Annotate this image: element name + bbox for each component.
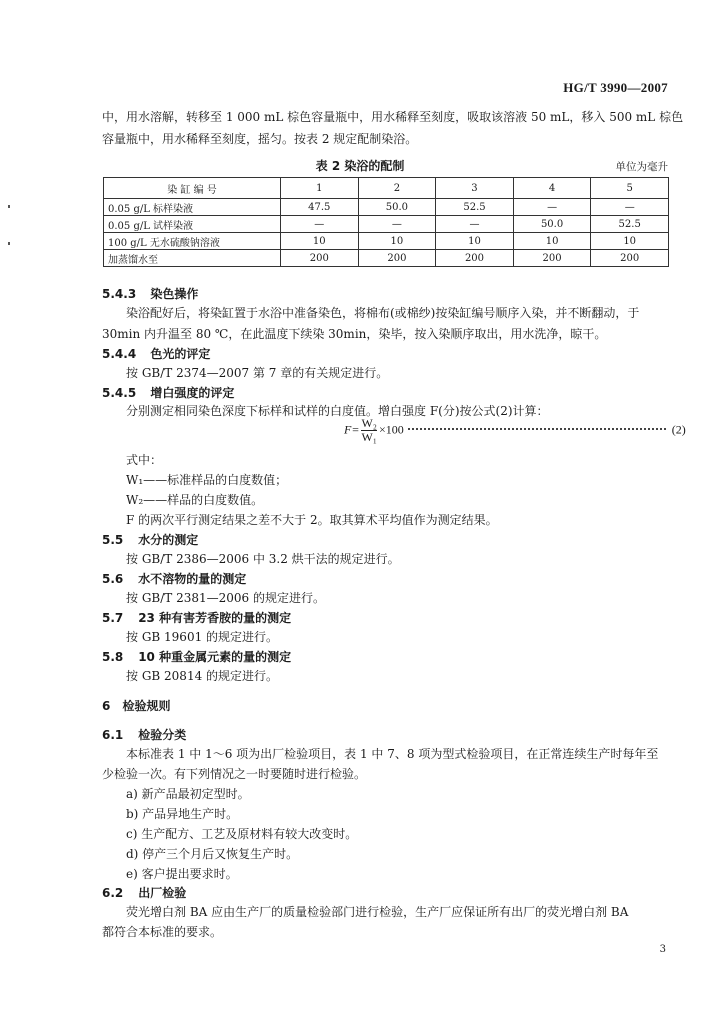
table-header-cell: 5 <box>591 178 669 199</box>
table-cell: 50.0 <box>513 216 591 233</box>
body-line: 染浴配好后，将染缸置于水浴中准备染色，将棉布(或棉纱)按染缸编号顺序入染，并不断翻动，于 <box>126 306 640 320</box>
body-line: 少检验一次。有下列情况之一时要随时进行检验。 <box>102 767 367 781</box>
section-number: 5.4.5 <box>102 386 137 400</box>
table-cell: 0.05 g/L 试样染液 <box>104 216 281 233</box>
table-cell: — <box>591 199 669 216</box>
section-number: 6.1 <box>102 728 124 742</box>
body-line: 按 GB/T 2381—2006 的规定进行。 <box>126 591 325 605</box>
table-cell: 100 g/L 无水硫酸钠溶液 <box>104 233 281 250</box>
body-line: 按 GB 20814 的规定进行。 <box>126 669 279 683</box>
list-item: b) 产品异地生产时。 <box>126 807 239 821</box>
standard-code: HG/T 3990—2007 <box>563 80 668 95</box>
body-line: 本标准表 1 中 1～6 项为出厂检验项目，表 1 中 7、8 项为型式检验项目，在正常连续生产时每年至 <box>126 747 659 761</box>
section-title: 23 种有害芳香胺的量的测定 <box>138 611 292 625</box>
table-header-cell: 染 缸 编 号 <box>104 178 281 199</box>
section-title: 水不溶物的量的测定 <box>138 572 247 586</box>
section-title: 检验分类 <box>138 728 187 742</box>
table-header-row <box>104 178 669 199</box>
list-item: e) 客户提出要求时。 <box>126 867 238 881</box>
table-cell: 10 <box>513 233 591 250</box>
section-title: 水分的测定 <box>138 533 199 547</box>
table-cell: — <box>281 216 359 233</box>
section-number: 5.4.3 <box>102 287 137 301</box>
body-line: F 的两次平行测定结果之差不大于 2。取其算术平均值作为测定结果。 <box>126 513 498 527</box>
table-cell: — <box>436 216 514 233</box>
section-title: 染色操作 <box>150 287 199 301</box>
scan-mark <box>8 205 10 208</box>
section-heading-6-2 <box>102 884 186 901</box>
section-number: 5.7 <box>102 611 124 625</box>
table-cell: 加蒸馏水至 <box>104 250 281 267</box>
body-line: 按 GB 19601 的规定进行。 <box>126 630 279 644</box>
table-row <box>104 199 669 216</box>
table-cell: 50.0 <box>358 199 436 216</box>
table-cell: 10 <box>591 233 669 250</box>
table-cell: 0.05 g/L 标样染液 <box>104 199 281 216</box>
whiteness-formula <box>344 417 686 444</box>
section-title: 出厂检验 <box>138 886 187 900</box>
section-number: 5.8 <box>102 650 124 664</box>
section-title: 10 种重金属元素的量的测定 <box>138 650 292 664</box>
table-cell: 10 <box>281 233 359 250</box>
formula-denominator: W₁ <box>361 430 377 444</box>
leader-dots <box>408 428 666 430</box>
section-number: 5.5 <box>102 533 124 547</box>
formula-rhs: ×100 <box>378 422 404 437</box>
table-cell: — <box>358 216 436 233</box>
scan-mark <box>8 242 10 245</box>
body-line: 30min 内升温至 80 ℃，在此温度下续染 30min，染毕，按入染顺序取出，用水洗净，晾干。 <box>102 327 607 341</box>
table-unit: 单位为毫升 <box>615 161 668 173</box>
formula-number: (2) <box>671 422 686 437</box>
table-header-cell: 4 <box>513 178 591 199</box>
section-title: 色光的评定 <box>150 347 211 361</box>
body-line: 按 GB/T 2374—2007 第 7 章的有关规定进行。 <box>126 366 389 380</box>
formula-fraction <box>361 417 377 444</box>
table-cell: 10 <box>436 233 514 250</box>
dye-bath-table <box>103 177 669 267</box>
body-line: 分别测定相同染色深度下标样和试样的白度值。增白强度 F(分)按公式(2)计算： <box>126 404 549 418</box>
body-line: 荧光增白剂 BA 应由生产厂的质量检验部门进行检验，生产厂应保证所有出厂的荧光增白剂 BA <box>126 905 629 919</box>
section-heading-5-6 <box>102 570 246 587</box>
table-cell: 47.5 <box>281 199 359 216</box>
table-cell: 200 <box>513 250 591 267</box>
table-cell: 200 <box>281 250 359 267</box>
formula-numerator: W₂ <box>361 416 377 430</box>
table-caption: 表 2 染浴的配制 <box>315 159 405 173</box>
table-cell: 200 <box>358 250 436 267</box>
intro-line-2: 容量瓶中，用水稀释至刻度，摇匀。按表 2 规定配制染浴。 <box>102 132 418 146</box>
page-number: 3 <box>659 944 666 955</box>
where-label: 式中： <box>126 453 163 467</box>
table-cell: 52.5 <box>591 216 669 233</box>
section-number: 5.4.4 <box>102 347 137 361</box>
section-number: 6.2 <box>102 886 124 900</box>
table-header-cell: 2 <box>358 178 436 199</box>
section-heading-6-1 <box>102 726 186 743</box>
table-header-cell: 1 <box>281 178 359 199</box>
section-heading-5-5 <box>102 531 198 548</box>
table-row <box>104 250 669 267</box>
intro-line-1: 中，用水溶解，转移至 1 000 mL 棕色容量瓶中，用水稀释至刻度，吸取该溶液 50 mL，移入 500 mL 棕色 <box>102 110 684 124</box>
list-item: a) 新产品最初定型时。 <box>126 787 250 801</box>
section-number: 6 <box>102 699 111 713</box>
section-heading-6 <box>102 697 171 714</box>
section-heading-5-7 <box>102 609 291 626</box>
section-heading-5-4-4 <box>102 345 210 362</box>
table-cell: 200 <box>436 250 514 267</box>
body-line: 按 GB/T 2386—2006 中 3.2 烘干法的规定进行。 <box>126 552 400 566</box>
section-heading-5-4-5 <box>102 384 234 401</box>
body-line: 都符合本标准的要求。 <box>102 925 223 939</box>
table-cell: 200 <box>591 250 669 267</box>
table-row <box>104 233 669 250</box>
table-row <box>104 216 669 233</box>
table-cell: — <box>513 199 591 216</box>
section-title: 增白强度的评定 <box>150 386 235 400</box>
list-item: d) 停产三个月后又恢复生产时。 <box>126 847 299 861</box>
variable-definition: W₁——标准样品的白度数值； <box>126 473 288 487</box>
table-header-cell: 3 <box>436 178 514 199</box>
formula-lhs: F= <box>344 422 360 437</box>
section-number: 5.6 <box>102 572 124 586</box>
table-cell: 10 <box>358 233 436 250</box>
table-cell: 52.5 <box>436 199 514 216</box>
list-item: c) 生产配方、工艺及原材料有较大改变时。 <box>126 827 358 841</box>
section-title: 检验规则 <box>122 699 171 713</box>
section-heading-5-8 <box>102 648 291 665</box>
section-heading-5-4-3 <box>102 285 198 302</box>
variable-definition: W₂——样品的白度数值。 <box>126 493 264 507</box>
